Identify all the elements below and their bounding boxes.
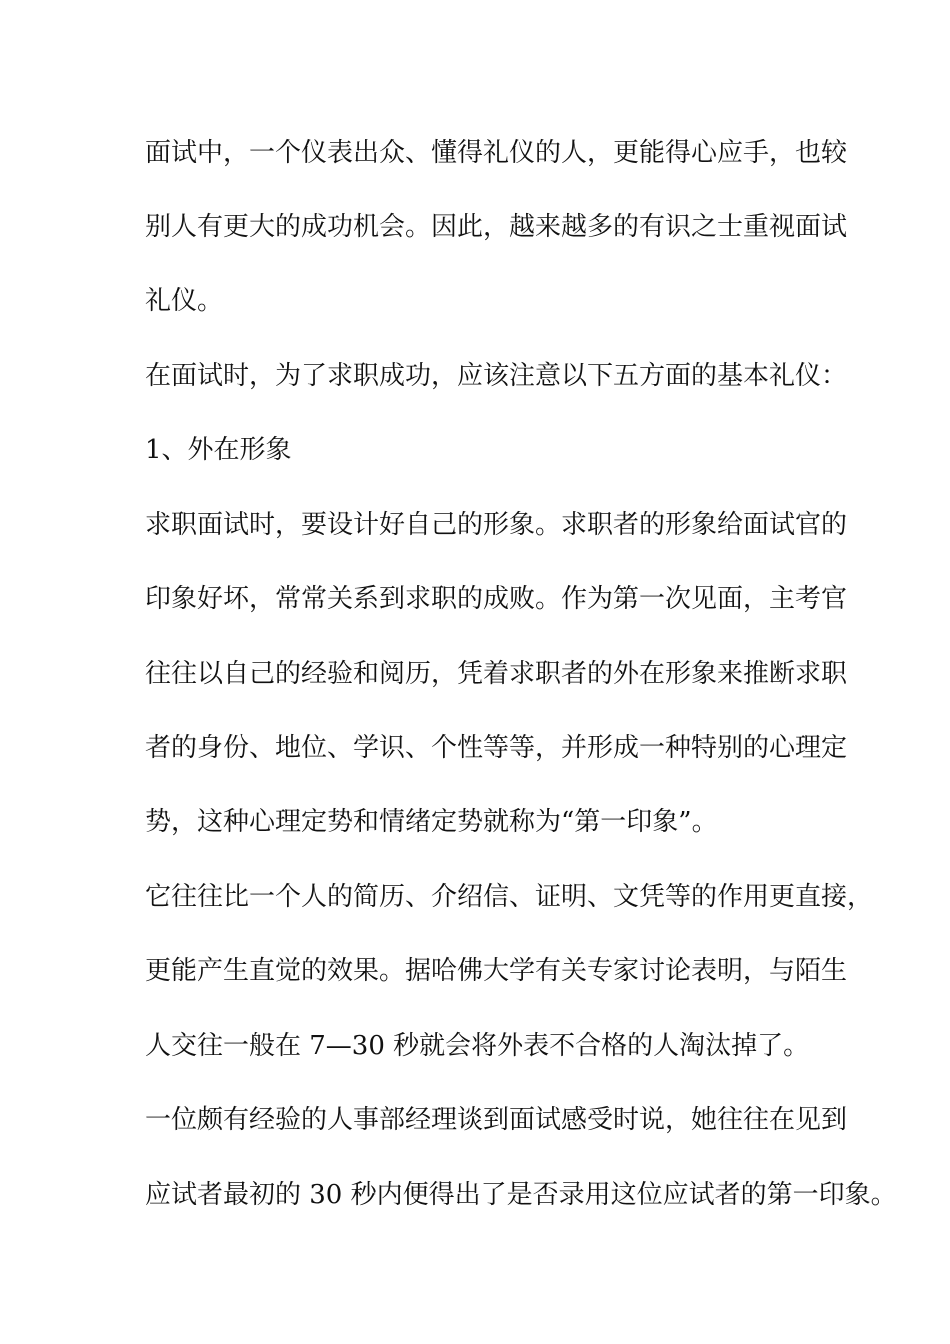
paragraph-line: 礼仪。 bbox=[145, 286, 224, 316]
section-heading: 1、外在形象 bbox=[145, 435, 292, 465]
paragraph-line: 面试中，一个仪表出众、懂得礼仪的人，更能得心应手，也较 bbox=[145, 138, 848, 168]
paragraph-line: 在面试时，为了求职成功，应该注意以下五方面的基本礼仪： bbox=[145, 361, 848, 391]
paragraph-line: 势，这种心理定势和情绪定势就称为“第一印象”。 bbox=[145, 807, 718, 837]
paragraph-line: 往往以自己的经验和阅历，凭着求职者的外在形象来推断求职 bbox=[145, 659, 848, 689]
paragraph-line: 更能产生直觉的效果。据哈佛大学有关专家讨论表明，与陌生 bbox=[145, 956, 848, 986]
paragraph-line: 求职面试时，要设计好自己的形象。求职者的形象给面试官的 bbox=[145, 510, 848, 540]
paragraph-line: 应试者最初的 30 秒内便得出了是否录用这位应试者的第一印象。 bbox=[145, 1180, 897, 1210]
paragraph-line: 一位颇有经验的人事部经理谈到面试感受时说，她往往在见到 bbox=[145, 1105, 848, 1135]
paragraph-line: 人交往一般在 7—30 秒就会将外表不合格的人淘汰掉了。 bbox=[145, 1031, 810, 1061]
paragraph-line: 印象好坏，常常关系到求职的成败。作为第一次见面，主考官 bbox=[145, 584, 848, 614]
paragraph-line: 别人有更大的成功机会。因此，越来越多的有识之士重视面试 bbox=[145, 212, 848, 242]
paragraph-line: 者的身份、地位、学识、个性等等，并形成一种特别的心理定 bbox=[145, 733, 848, 763]
paragraph-line: 它往往比一个人的简历、介绍信、证明、文凭等的作用更直接， bbox=[145, 882, 874, 912]
